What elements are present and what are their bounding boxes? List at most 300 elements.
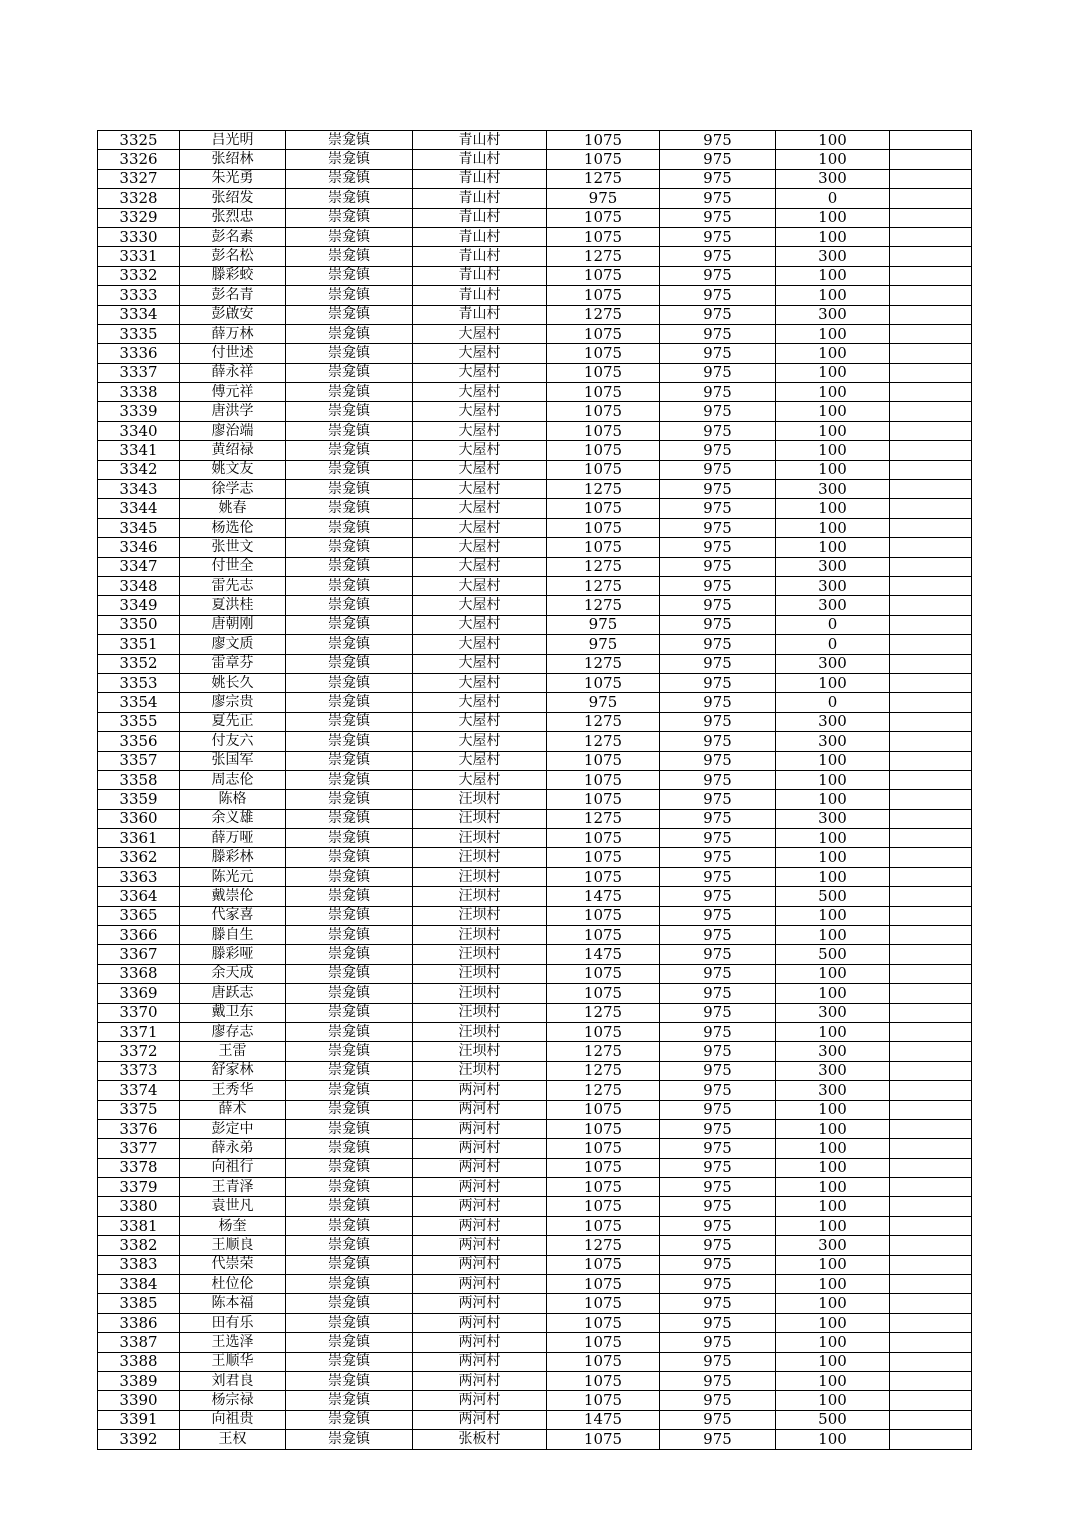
remark-cell — [890, 1081, 972, 1100]
amount-a-cell: 1075 — [547, 964, 660, 983]
remark-cell — [890, 1158, 972, 1177]
table-row — [98, 480, 972, 499]
name-cell: 黄绍禄 — [180, 441, 286, 460]
amount-b-cell: 975 — [660, 1003, 776, 1022]
remark-cell — [890, 906, 972, 925]
remark-cell — [890, 169, 972, 188]
village-cell: 青山村 — [413, 131, 547, 150]
village-cell: 两河村 — [413, 1255, 547, 1274]
name-cell: 唐跃志 — [180, 984, 286, 1003]
row-number-cell: 3352 — [98, 654, 180, 673]
village-cell: 两河村 — [413, 1139, 547, 1158]
amount-a-cell: 1075 — [547, 848, 660, 867]
row-number-cell: 3384 — [98, 1275, 180, 1294]
amount-a-cell: 1075 — [547, 344, 660, 363]
amount-b-cell: 975 — [660, 1100, 776, 1119]
town-cell: 崇龛镇 — [286, 906, 413, 925]
table-row — [98, 1410, 972, 1429]
town-cell: 崇龛镇 — [286, 247, 413, 266]
remark-cell — [890, 1430, 972, 1449]
name-cell: 彭定中 — [180, 1119, 286, 1138]
remark-cell — [890, 402, 972, 421]
village-cell: 汪坝村 — [413, 809, 547, 828]
row-number-cell: 3357 — [98, 751, 180, 770]
town-cell: 崇龛镇 — [286, 286, 413, 305]
table-row — [98, 1061, 972, 1080]
village-cell: 青山村 — [413, 208, 547, 227]
difference-cell: 100 — [776, 1119, 890, 1138]
name-cell: 廖治端 — [180, 421, 286, 440]
amount-a-cell: 1275 — [547, 1236, 660, 1255]
town-cell: 崇龛镇 — [286, 1372, 413, 1391]
amount-b-cell: 975 — [660, 266, 776, 285]
town-cell: 崇龛镇 — [286, 1275, 413, 1294]
amount-b-cell: 975 — [660, 1139, 776, 1158]
amount-a-cell: 1275 — [547, 557, 660, 576]
amount-a-cell: 1275 — [547, 732, 660, 751]
town-cell: 崇龛镇 — [286, 441, 413, 460]
town-cell: 崇龛镇 — [286, 945, 413, 964]
table-row — [98, 635, 972, 654]
row-number-cell: 3372 — [98, 1042, 180, 1061]
remark-cell — [890, 324, 972, 343]
row-number-cell: 3374 — [98, 1081, 180, 1100]
amount-b-cell: 975 — [660, 1275, 776, 1294]
amount-a-cell: 1075 — [547, 421, 660, 440]
row-number-cell: 3369 — [98, 984, 180, 1003]
amount-a-cell: 975 — [547, 693, 660, 712]
amount-a-cell: 1075 — [547, 324, 660, 343]
remark-cell — [890, 538, 972, 557]
town-cell: 崇龛镇 — [286, 1410, 413, 1429]
difference-cell: 300 — [776, 596, 890, 615]
town-cell: 崇龛镇 — [286, 635, 413, 654]
remark-cell — [890, 945, 972, 964]
village-cell: 大屋村 — [413, 654, 547, 673]
name-cell: 杨选伦 — [180, 518, 286, 537]
village-cell: 两河村 — [413, 1410, 547, 1429]
remark-cell — [890, 1197, 972, 1216]
remark-cell — [890, 673, 972, 692]
table-row — [98, 596, 972, 615]
name-cell: 薛永弟 — [180, 1139, 286, 1158]
amount-b-cell: 975 — [660, 790, 776, 809]
town-cell: 崇龛镇 — [286, 1119, 413, 1138]
row-number-cell: 3381 — [98, 1216, 180, 1235]
name-cell: 舒家林 — [180, 1061, 286, 1080]
difference-cell: 100 — [776, 1294, 890, 1313]
difference-cell: 300 — [776, 247, 890, 266]
village-cell: 两河村 — [413, 1294, 547, 1313]
difference-cell: 100 — [776, 984, 890, 1003]
amount-a-cell: 1075 — [547, 1372, 660, 1391]
village-cell: 大屋村 — [413, 460, 547, 479]
name-cell: 朱光勇 — [180, 169, 286, 188]
amount-a-cell: 1075 — [547, 1178, 660, 1197]
amount-b-cell: 975 — [660, 208, 776, 227]
row-number-cell: 3333 — [98, 286, 180, 305]
village-cell: 两河村 — [413, 1216, 547, 1235]
village-cell: 青山村 — [413, 169, 547, 188]
difference-cell: 300 — [776, 809, 890, 828]
table-row — [98, 848, 972, 867]
village-cell: 青山村 — [413, 227, 547, 246]
amount-a-cell: 1075 — [547, 1022, 660, 1041]
difference-cell: 0 — [776, 615, 890, 634]
town-cell: 崇龛镇 — [286, 615, 413, 634]
amount-b-cell: 975 — [660, 480, 776, 499]
village-cell: 大屋村 — [413, 402, 547, 421]
amount-b-cell: 975 — [660, 1333, 776, 1352]
remark-cell — [890, 1352, 972, 1371]
difference-cell: 100 — [776, 751, 890, 770]
difference-cell: 100 — [776, 227, 890, 246]
amount-b-cell: 975 — [660, 1119, 776, 1138]
village-cell: 汪坝村 — [413, 887, 547, 906]
town-cell: 崇龛镇 — [286, 383, 413, 402]
remark-cell — [890, 1061, 972, 1080]
town-cell: 崇龛镇 — [286, 1391, 413, 1410]
name-cell: 廖宗贵 — [180, 693, 286, 712]
row-number-cell: 3330 — [98, 227, 180, 246]
difference-cell: 300 — [776, 169, 890, 188]
remark-cell — [890, 751, 972, 770]
name-cell: 王顺华 — [180, 1352, 286, 1371]
amount-a-cell: 1275 — [547, 1003, 660, 1022]
amount-b-cell: 975 — [660, 926, 776, 945]
difference-cell: 300 — [776, 480, 890, 499]
village-cell: 两河村 — [413, 1236, 547, 1255]
remark-cell — [890, 1236, 972, 1255]
remark-cell — [890, 1119, 972, 1138]
village-cell: 大屋村 — [413, 712, 547, 731]
difference-cell: 300 — [776, 1236, 890, 1255]
amount-b-cell: 975 — [660, 189, 776, 208]
row-number-cell: 3341 — [98, 441, 180, 460]
row-number-cell: 3383 — [98, 1255, 180, 1274]
table-row — [98, 1119, 972, 1138]
row-number-cell: 3392 — [98, 1430, 180, 1449]
village-cell: 大屋村 — [413, 441, 547, 460]
village-cell: 大屋村 — [413, 499, 547, 518]
row-number-cell: 3360 — [98, 809, 180, 828]
village-cell: 大屋村 — [413, 324, 547, 343]
table-row — [98, 964, 972, 983]
town-cell: 崇龛镇 — [286, 984, 413, 1003]
name-cell: 余天成 — [180, 964, 286, 983]
amount-a-cell: 1075 — [547, 266, 660, 285]
amount-a-cell: 1275 — [547, 1042, 660, 1061]
name-cell: 薛永祥 — [180, 363, 286, 382]
difference-cell: 0 — [776, 693, 890, 712]
village-cell: 大屋村 — [413, 421, 547, 440]
difference-cell: 100 — [776, 1178, 890, 1197]
difference-cell: 100 — [776, 499, 890, 518]
row-number-cell: 3368 — [98, 964, 180, 983]
amount-a-cell: 1075 — [547, 1430, 660, 1449]
difference-cell: 100 — [776, 1255, 890, 1274]
name-cell: 袁世凡 — [180, 1197, 286, 1216]
difference-cell: 100 — [776, 441, 890, 460]
table-row — [98, 169, 972, 188]
amount-a-cell: 1075 — [547, 1216, 660, 1235]
name-cell: 王雷 — [180, 1042, 286, 1061]
table-row — [98, 867, 972, 886]
row-number-cell: 3371 — [98, 1022, 180, 1041]
row-number-cell: 3345 — [98, 518, 180, 537]
difference-cell: 0 — [776, 189, 890, 208]
row-number-cell: 3329 — [98, 208, 180, 227]
village-cell: 两河村 — [413, 1333, 547, 1352]
remark-cell — [890, 1372, 972, 1391]
difference-cell: 500 — [776, 887, 890, 906]
amount-b-cell: 975 — [660, 712, 776, 731]
remark-cell — [890, 1100, 972, 1119]
village-cell: 大屋村 — [413, 615, 547, 634]
village-cell: 大屋村 — [413, 557, 547, 576]
name-cell: 夏先正 — [180, 712, 286, 731]
row-number-cell: 3347 — [98, 557, 180, 576]
remark-cell — [890, 887, 972, 906]
row-number-cell: 3367 — [98, 945, 180, 964]
village-cell: 大屋村 — [413, 596, 547, 615]
village-cell: 大屋村 — [413, 383, 547, 402]
remark-cell — [890, 460, 972, 479]
village-cell: 青山村 — [413, 305, 547, 324]
name-cell: 彭名青 — [180, 286, 286, 305]
village-cell: 汪坝村 — [413, 926, 547, 945]
amount-b-cell: 975 — [660, 557, 776, 576]
town-cell: 崇龛镇 — [286, 770, 413, 789]
difference-cell: 100 — [776, 1352, 890, 1371]
amount-a-cell: 1275 — [547, 596, 660, 615]
table-row — [98, 693, 972, 712]
difference-cell: 100 — [776, 286, 890, 305]
name-cell: 薛术 — [180, 1100, 286, 1119]
name-cell: 田有乐 — [180, 1313, 286, 1332]
remark-cell — [890, 1333, 972, 1352]
difference-cell: 300 — [776, 1003, 890, 1022]
amount-a-cell: 1075 — [547, 1294, 660, 1313]
amount-b-cell: 975 — [660, 227, 776, 246]
remark-cell — [890, 383, 972, 402]
remark-cell — [890, 1410, 972, 1429]
name-cell: 夏洪桂 — [180, 596, 286, 615]
amount-a-cell: 1075 — [547, 499, 660, 518]
town-cell: 崇龛镇 — [286, 712, 413, 731]
village-cell: 汪坝村 — [413, 867, 547, 886]
difference-cell: 100 — [776, 402, 890, 421]
amount-b-cell: 975 — [660, 402, 776, 421]
table-row — [98, 712, 972, 731]
name-cell: 王顺良 — [180, 1236, 286, 1255]
table-body — [98, 131, 972, 1450]
difference-cell: 100 — [776, 460, 890, 479]
village-cell: 汪坝村 — [413, 964, 547, 983]
remark-cell — [890, 150, 972, 169]
difference-cell: 100 — [776, 1391, 890, 1410]
table-row — [98, 751, 972, 770]
name-cell: 徐学志 — [180, 480, 286, 499]
amount-a-cell: 1075 — [547, 770, 660, 789]
row-number-cell: 3334 — [98, 305, 180, 324]
difference-cell: 100 — [776, 1197, 890, 1216]
village-cell: 汪坝村 — [413, 829, 547, 848]
table-row — [98, 131, 972, 150]
remark-cell — [890, 848, 972, 867]
row-number-cell: 3340 — [98, 421, 180, 440]
amount-a-cell: 1075 — [547, 926, 660, 945]
difference-cell: 300 — [776, 1042, 890, 1061]
name-cell: 唐朝刚 — [180, 615, 286, 634]
amount-a-cell: 1075 — [547, 1333, 660, 1352]
difference-cell: 100 — [776, 1430, 890, 1449]
name-cell: 唐洪学 — [180, 402, 286, 421]
difference-cell: 100 — [776, 1275, 890, 1294]
town-cell: 崇龛镇 — [286, 189, 413, 208]
town-cell: 崇龛镇 — [286, 421, 413, 440]
amount-b-cell: 975 — [660, 1430, 776, 1449]
table-row — [98, 576, 972, 595]
name-cell: 王权 — [180, 1430, 286, 1449]
table-row — [98, 1100, 972, 1119]
village-cell: 大屋村 — [413, 732, 547, 751]
amount-a-cell: 1075 — [547, 150, 660, 169]
name-cell: 姚长久 — [180, 673, 286, 692]
row-number-cell: 3378 — [98, 1158, 180, 1177]
row-number-cell: 3336 — [98, 344, 180, 363]
name-cell: 戴卫东 — [180, 1003, 286, 1022]
table-row — [98, 906, 972, 925]
amount-b-cell: 975 — [660, 596, 776, 615]
name-cell: 薛万哑 — [180, 829, 286, 848]
name-cell: 彭名松 — [180, 247, 286, 266]
town-cell: 崇龛镇 — [286, 169, 413, 188]
table-row — [98, 324, 972, 343]
row-number-cell: 3366 — [98, 926, 180, 945]
town-cell: 崇龛镇 — [286, 344, 413, 363]
table-row — [98, 1003, 972, 1022]
amount-a-cell: 1075 — [547, 867, 660, 886]
town-cell: 崇龛镇 — [286, 829, 413, 848]
town-cell: 崇龛镇 — [286, 1081, 413, 1100]
name-cell: 雷先志 — [180, 576, 286, 595]
row-number-cell: 3354 — [98, 693, 180, 712]
table-row — [98, 557, 972, 576]
remark-cell — [890, 1275, 972, 1294]
difference-cell: 100 — [776, 673, 890, 692]
amount-a-cell: 1075 — [547, 402, 660, 421]
village-cell: 大屋村 — [413, 538, 547, 557]
row-number-cell: 3362 — [98, 848, 180, 867]
remark-cell — [890, 809, 972, 828]
difference-cell: 100 — [776, 848, 890, 867]
table-row — [98, 1022, 972, 1041]
amount-b-cell: 975 — [660, 169, 776, 188]
amount-b-cell: 975 — [660, 460, 776, 479]
amount-a-cell: 1075 — [547, 984, 660, 1003]
town-cell: 崇龛镇 — [286, 266, 413, 285]
difference-cell: 300 — [776, 557, 890, 576]
difference-cell: 100 — [776, 1158, 890, 1177]
difference-cell: 100 — [776, 790, 890, 809]
row-number-cell: 3353 — [98, 673, 180, 692]
name-cell: 周志伦 — [180, 770, 286, 789]
table-row — [98, 1178, 972, 1197]
row-number-cell: 3346 — [98, 538, 180, 557]
table-row — [98, 441, 972, 460]
town-cell: 崇龛镇 — [286, 1352, 413, 1371]
remark-cell — [890, 635, 972, 654]
row-number-cell: 3344 — [98, 499, 180, 518]
remark-cell — [890, 286, 972, 305]
town-cell: 崇龛镇 — [286, 576, 413, 595]
remark-cell — [890, 305, 972, 324]
table-row — [98, 344, 972, 363]
table-row — [98, 460, 972, 479]
remark-cell — [890, 1042, 972, 1061]
town-cell: 崇龛镇 — [286, 227, 413, 246]
row-number-cell: 3364 — [98, 887, 180, 906]
village-cell: 大屋村 — [413, 363, 547, 382]
town-cell: 崇龛镇 — [286, 208, 413, 227]
row-number-cell: 3377 — [98, 1139, 180, 1158]
town-cell: 崇龛镇 — [286, 480, 413, 499]
amount-b-cell: 975 — [660, 751, 776, 770]
row-number-cell: 3385 — [98, 1294, 180, 1313]
amount-b-cell: 975 — [660, 1255, 776, 1274]
amount-b-cell: 975 — [660, 518, 776, 537]
amount-a-cell: 975 — [547, 189, 660, 208]
row-number-cell: 3387 — [98, 1333, 180, 1352]
remark-cell — [890, 1294, 972, 1313]
amount-b-cell: 975 — [660, 131, 776, 150]
row-number-cell: 3351 — [98, 635, 180, 654]
amount-b-cell: 975 — [660, 1294, 776, 1313]
town-cell: 崇龛镇 — [286, 654, 413, 673]
amount-a-cell: 975 — [547, 615, 660, 634]
row-number-cell: 3326 — [98, 150, 180, 169]
difference-cell: 100 — [776, 518, 890, 537]
difference-cell: 100 — [776, 964, 890, 983]
difference-cell: 100 — [776, 383, 890, 402]
remark-cell — [890, 1139, 972, 1158]
table-row — [98, 286, 972, 305]
row-number-cell: 3327 — [98, 169, 180, 188]
table-row — [98, 1430, 972, 1449]
table-row — [98, 1158, 972, 1177]
village-cell: 大屋村 — [413, 635, 547, 654]
amount-a-cell: 1075 — [547, 829, 660, 848]
amount-b-cell: 975 — [660, 576, 776, 595]
table-row — [98, 150, 972, 169]
table-row — [98, 421, 972, 440]
row-number-cell: 3382 — [98, 1236, 180, 1255]
table-row — [98, 189, 972, 208]
row-number-cell: 3348 — [98, 576, 180, 595]
remark-cell — [890, 693, 972, 712]
amount-b-cell: 975 — [660, 1372, 776, 1391]
table-row — [98, 1352, 972, 1371]
amount-b-cell: 975 — [660, 441, 776, 460]
town-cell: 崇龛镇 — [286, 460, 413, 479]
amount-a-cell: 1475 — [547, 1410, 660, 1429]
difference-cell: 100 — [776, 1139, 890, 1158]
table-row — [98, 247, 972, 266]
remark-cell — [890, 1255, 972, 1274]
town-cell: 崇龛镇 — [286, 305, 413, 324]
row-number-cell: 3365 — [98, 906, 180, 925]
